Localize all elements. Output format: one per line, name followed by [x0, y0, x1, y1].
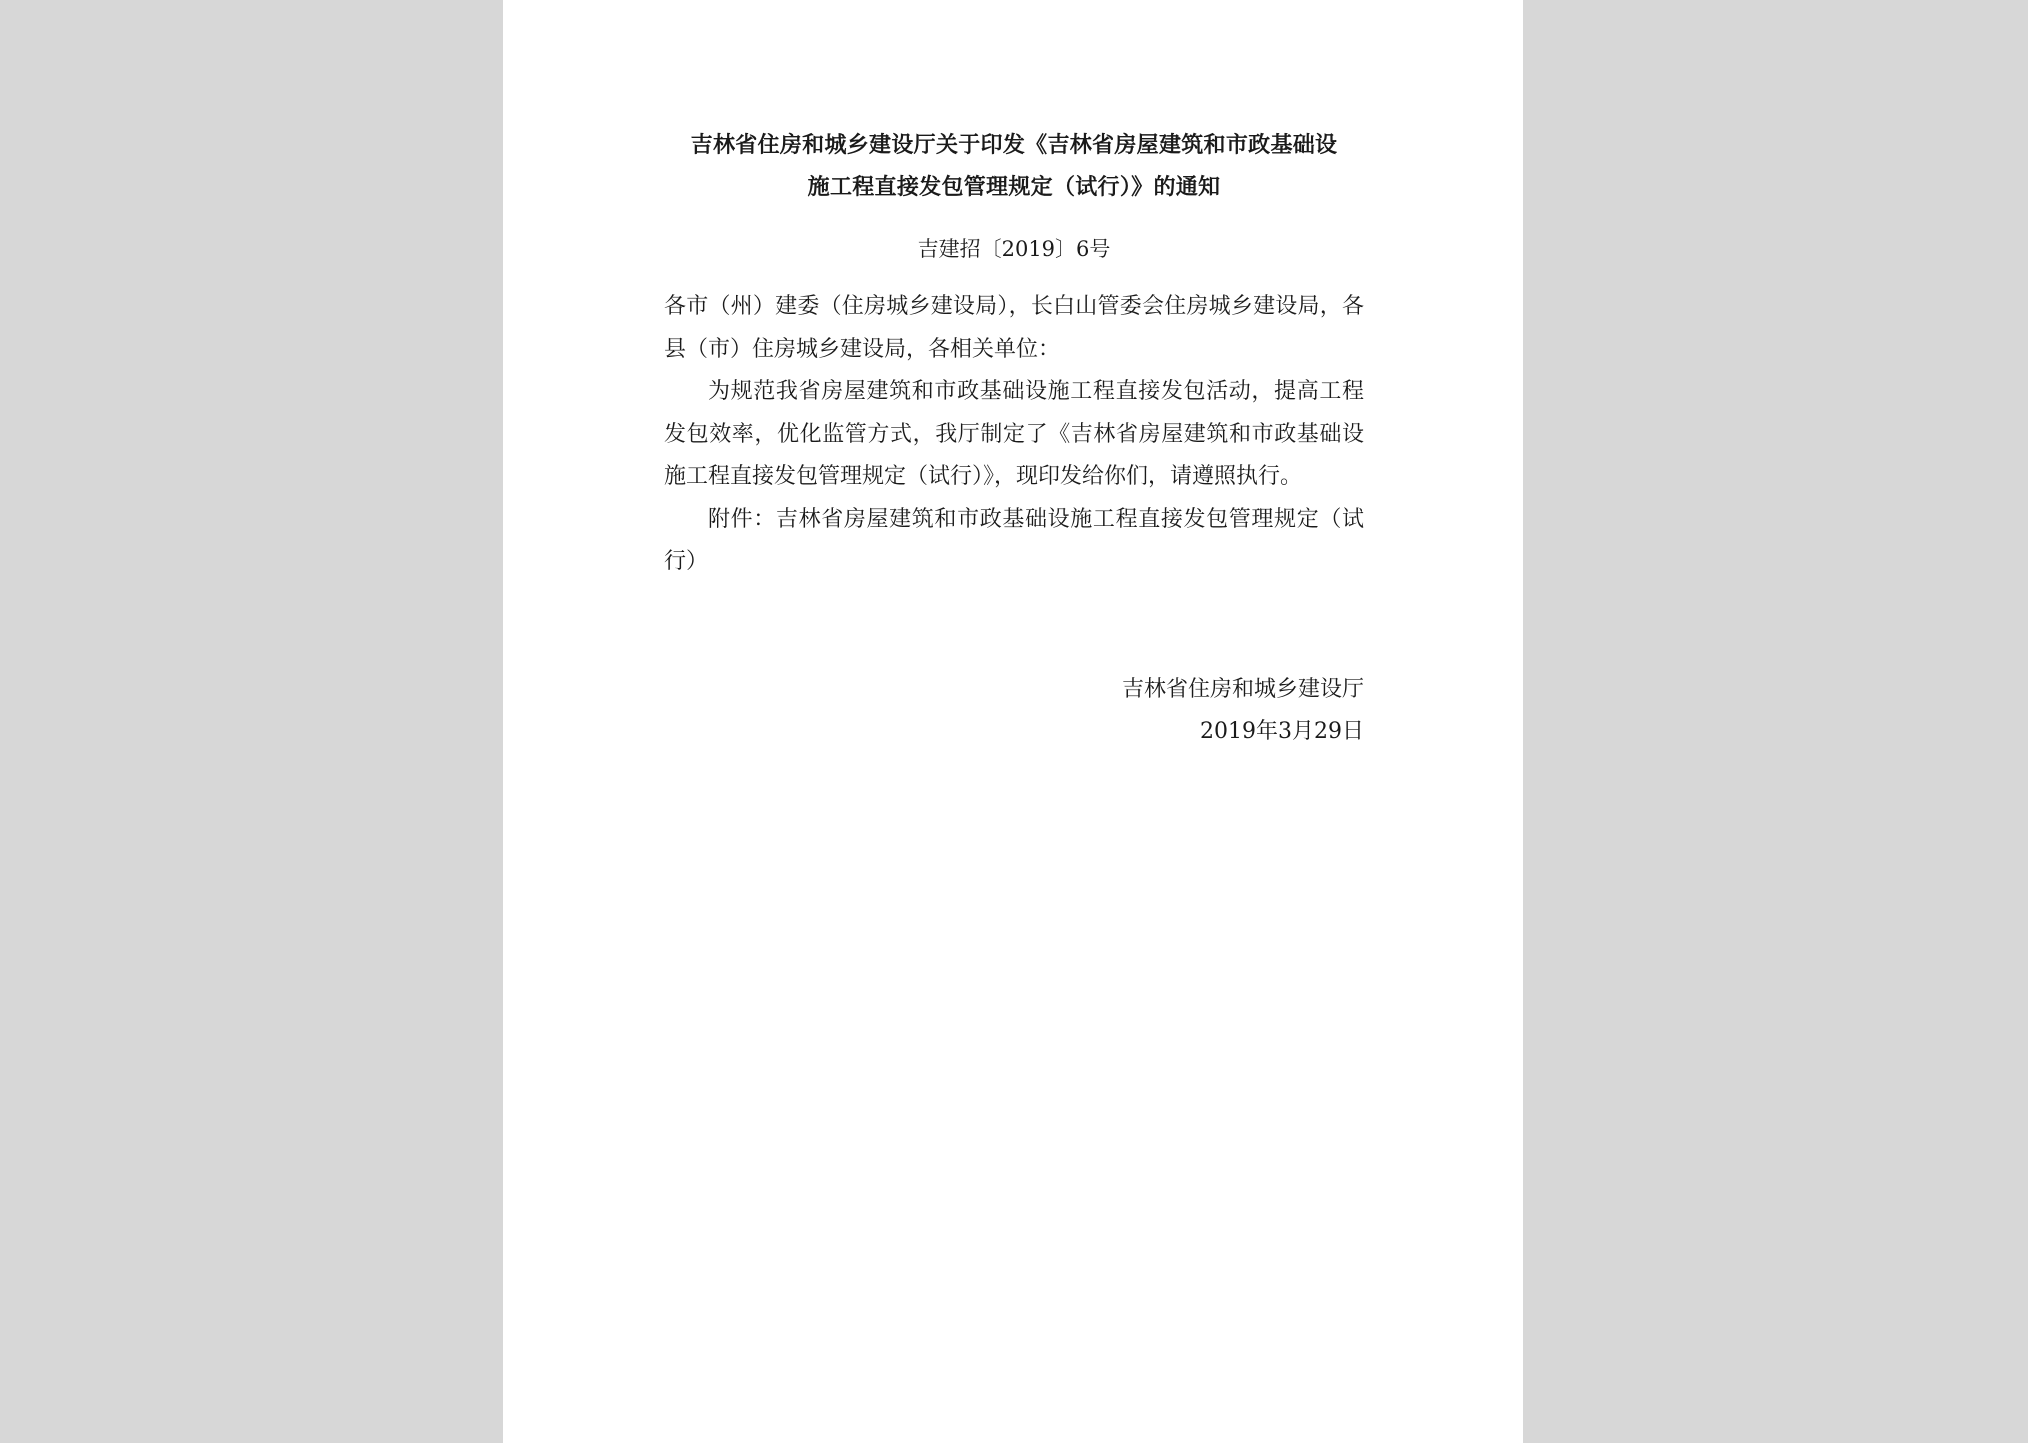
salutation: 各市（州）建委（住房城乡建设局），长白山管委会住房城乡建设局，各县（市）住房城乡建设局，各相关单位： — [664, 294, 1364, 362]
signature-block — [664, 669, 1364, 754]
issue-date: 2019年3月29日 — [1200, 719, 1364, 744]
title-line-1: 吉林省住房和城乡建设厅关于印发《吉林省房屋建筑和市政基础设 — [690, 133, 1338, 158]
attachment-note: 附件：吉林省房屋建筑和市政基础设施工程直接发包管理规定（试行） — [664, 506, 1364, 574]
title-line-2: 施工程直接发包管理规定（试行）》的通知 — [807, 175, 1221, 200]
document-title — [664, 125, 1364, 209]
document-content — [664, 125, 1364, 754]
body-paragraph: 为规范我省房屋建筑和市政基础设施工程直接发包活动，提高工程发包效率，优化监管方式，我厅制定了《吉林省房屋建筑和市政基础设施工程直接发包管理规定（试行）》，现印发给你们，请遵照执行。 — [664, 379, 1364, 489]
issuer-name: 吉林省住房和城乡建设厅 — [1121, 676, 1364, 702]
document-number: 吉建招〔2019〕6号 — [917, 237, 1111, 261]
document-page — [503, 0, 1523, 1443]
